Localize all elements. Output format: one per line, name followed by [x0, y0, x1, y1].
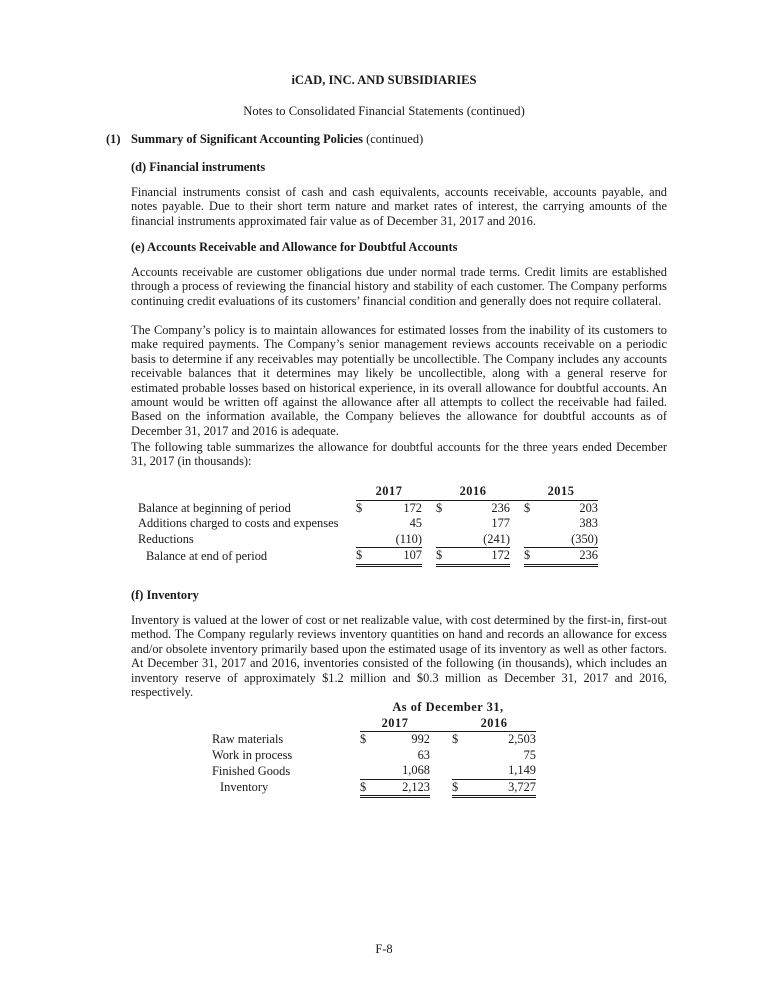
- column-header: 2017: [356, 484, 422, 500]
- spacer: [430, 732, 452, 748]
- section-d-paragraph: [131, 185, 667, 228]
- spacer: [430, 763, 452, 779]
- table-super-header-row: [212, 700, 536, 716]
- value-cell: 1,068: [402, 763, 430, 778]
- currency-symbol: $: [452, 732, 459, 747]
- currency-symbol: $: [356, 500, 363, 515]
- section-e-paragraph-1: [131, 265, 667, 308]
- value-cell: 383: [579, 516, 598, 531]
- empty-cell: [138, 484, 356, 500]
- inventory-table: [212, 700, 536, 798]
- row-label: Additions charged to costs and expenses: [138, 516, 339, 531]
- column-header: 2016: [436, 484, 510, 500]
- empty-cell: [436, 516, 448, 532]
- value-cell: (241): [483, 531, 510, 546]
- empty-cell: [356, 532, 370, 548]
- note-title-suffix: (continued): [362, 132, 424, 146]
- empty-cell: [452, 763, 464, 779]
- spacer: [510, 548, 524, 566]
- table-row: [138, 516, 598, 532]
- value-cell: 3,727: [464, 779, 536, 797]
- currency-symbol: $: [436, 548, 448, 566]
- value-cell: 63: [417, 747, 430, 762]
- paragraph-text: The Company’s policy is to maintain allowances for estimated losses from the inability of its customers to make required payments. The Company’s senior management reviews accounts receivable on a periodic basis to determine if any receivables may potentially be uncollectible. The Company includes any accounts receivable balances that it determines may likely be uncollectible, along with a general reserve for estimated probable losses based on historical experience, in its overall allowance for doubtful accounts. An amount would be written off against the allowance after all attempts to collect the receivable had failed. Based on the information available, the Company believes the allowance for doubtful accounts as of December 31, 2017 and 2016 is adequate.: [131, 323, 667, 438]
- row-label: Inventory: [220, 780, 269, 795]
- allowance-table: [138, 484, 598, 567]
- table-row: [212, 763, 536, 779]
- section-f-paragraph: [131, 613, 667, 699]
- value-cell: (350): [571, 531, 598, 546]
- currency-symbol: $: [356, 548, 370, 566]
- spacer: [430, 748, 452, 764]
- value-cell: 236: [491, 500, 510, 515]
- empty-cell: [436, 532, 448, 548]
- section-e-paragraph-2: [131, 323, 667, 438]
- spacer: [510, 484, 524, 500]
- spacer: [422, 532, 436, 548]
- empty-cell: [524, 516, 536, 532]
- currency-symbol: $: [360, 779, 374, 797]
- value-cell: 45: [409, 516, 422, 531]
- table-row: [138, 532, 598, 548]
- currency-symbol: $: [452, 779, 464, 797]
- company-name: iCAD, INC. AND SUBSIDIARIES: [291, 73, 477, 87]
- note-title-bold: Summary of Significant Accounting Policies: [131, 132, 363, 146]
- value-cell: 203: [579, 500, 598, 515]
- document-subtitle: Notes to Consolidated Financial Statements (continued): [243, 104, 525, 118]
- paragraph-text: Accounts receivable are customer obligations due under normal trade terms. Credit limits are established through a process of reviewing the financial history and stability of each customer. The Company performs continuing credit evaluations of its customers’ financial condition and generally does not require collateral.: [131, 265, 667, 308]
- row-label: Balance at beginning of period: [138, 500, 291, 515]
- row-label: Work in process: [212, 747, 293, 762]
- empty-cell: [524, 532, 536, 548]
- value-cell: 236: [536, 548, 598, 566]
- empty-cell: [212, 700, 360, 716]
- section-e-paragraph-3: [131, 440, 667, 469]
- note-title: [131, 132, 423, 147]
- empty-cell: [360, 763, 374, 779]
- value-cell: 172: [448, 548, 510, 566]
- table-row: [212, 748, 536, 764]
- table-header-row: [212, 716, 536, 732]
- currency-symbol: $: [360, 732, 367, 747]
- spacer: [422, 548, 436, 566]
- spacer: [422, 500, 436, 516]
- spacer: [510, 516, 524, 532]
- spacer: [510, 500, 524, 516]
- paragraph-text: Financial instruments consist of cash and cash equivalents, accounts receivable, accounts payable, and notes payable. Due to their short term nature and market rates of interest, the carrying amounts of the financial instruments approximated fair value as of December 31, 2017 and 2016.: [131, 185, 667, 228]
- empty-cell: [212, 716, 360, 732]
- value-cell: (110): [395, 531, 422, 546]
- table-row: [138, 500, 598, 516]
- column-header: 2017: [360, 716, 430, 732]
- value-cell: 2,123: [374, 779, 430, 797]
- value-cell: 107: [370, 548, 422, 566]
- empty-cell: [360, 748, 374, 764]
- table-header-row: [138, 484, 598, 500]
- value-cell: 1,149: [508, 763, 536, 778]
- currency-symbol: $: [524, 500, 531, 515]
- row-label: Reductions: [138, 532, 194, 546]
- spacer: [430, 779, 452, 797]
- section-e-heading: (e) Accounts Receivable and Allowance for Doubtful Accounts: [131, 240, 458, 254]
- spacer: [510, 532, 524, 548]
- super-header: As of December 31,: [392, 700, 504, 715]
- section-d-heading: (d) Financial instruments: [131, 160, 266, 174]
- row-label: Finished Goods: [212, 763, 291, 778]
- table-row: [212, 732, 536, 748]
- currency-symbol: $: [524, 548, 536, 566]
- value-cell: 2,503: [508, 732, 536, 747]
- empty-cell: [452, 748, 464, 764]
- row-label: Balance at end of period: [146, 548, 268, 563]
- value-cell: 992: [411, 732, 430, 747]
- table-total-row: [138, 548, 598, 566]
- paragraph-text: The following table summarizes the allowance for doubtful accounts for the three years ended December 31, 2017 (in thousands):: [131, 440, 667, 469]
- spacer: [422, 516, 436, 532]
- spacer: [422, 484, 436, 500]
- value-cell: 172: [403, 500, 422, 515]
- column-header: 2015: [524, 484, 598, 500]
- page-number: F-8: [375, 942, 393, 956]
- column-header: 2016: [452, 716, 536, 732]
- empty-cell: [356, 516, 370, 532]
- section-f-heading: (f) Inventory: [131, 588, 199, 602]
- table-total-row: [212, 779, 536, 797]
- currency-symbol: $: [436, 500, 443, 515]
- value-cell: 177: [491, 516, 510, 531]
- spacer: [430, 716, 452, 732]
- paragraph-text: Inventory is valued at the lower of cost or net realizable value, with cost determined by the first-in, first-out method. The Company regularly reviews inventory quantities on hand and records an allowance for excess and/or obsolete inventory primarily based upon the estimated usage of its inventory as well as other factors. At December 31, 2017 and 2016, inventories consisted of the following (in thousands), which includes an inventory reserve of approximately $1.2 million and $0.3 million as December 31, 2017 and 2016, respectively.: [131, 613, 667, 700]
- value-cell: 75: [523, 747, 536, 762]
- row-label: Raw materials: [212, 732, 284, 746]
- note-number: (1): [106, 132, 121, 146]
